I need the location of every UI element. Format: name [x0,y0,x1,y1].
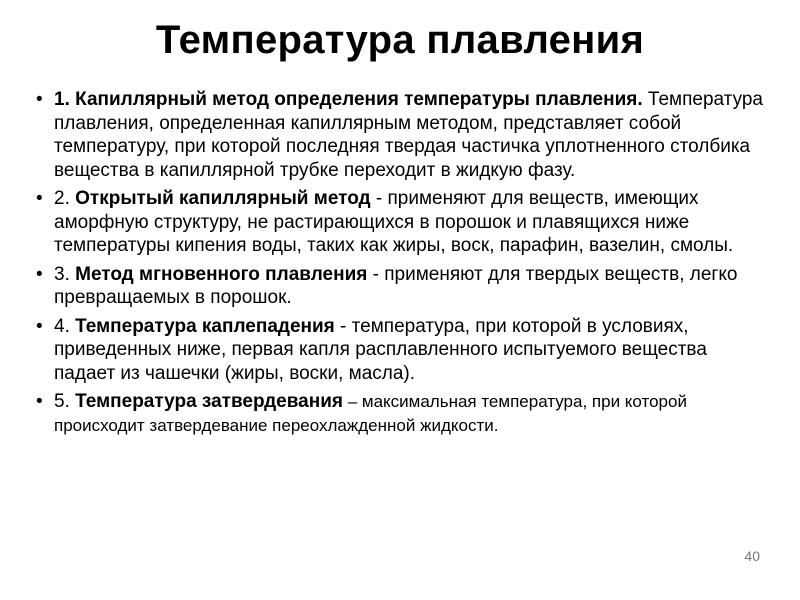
item-text: – максимальная температура, при которой происходит затвердевание переохлажденной жидкости. [54,392,687,435]
list-item [36,88,771,182]
list-item [36,390,771,437]
bullet-marker: • [36,315,43,337]
item-text: Температура плавления, определенная капиллярным методом, представляет собой температуру, при которой последняя твердая частичка уплотненного столбика вещества в капиллярной трубке переходит в жидкую фазу. [54,89,763,181]
item-number: 3. [54,263,76,285]
bullet-marker: • [36,89,43,110]
item-bold-heading: Температура затвердевания [75,391,343,412]
item-bold-heading: 1. Капиллярный метод определения температуры плавления. [54,89,643,110]
list-item [36,187,771,258]
item-text: - температура, при которой в условиях, приведенных ниже, первая капля расплавленного испытуемого вещества падает из чашечки (жиры, воски, масла). [54,315,707,384]
slide-title: Температура плавления [155,18,645,62]
bullet-marker: • [36,188,43,209]
list-item [36,315,771,386]
bullet-marker: • [36,263,43,285]
item-bold-heading: Открытый капиллярный метод [75,188,371,209]
item-text: - применяют для веществ, имеющих аморфную структуру, не растирающихся в порошок и плавящихся ниже температуры кипения воды, таких как жиры, воск, парафин, вазелин, смолы. [54,188,734,256]
item-number: 2. [54,188,76,209]
item-number: 4. [54,315,76,337]
item-text: - применяют для твердых веществ, легко превращаемых в порошок. [54,263,738,308]
list-item [36,263,771,310]
bullet-marker: • [36,391,43,412]
item-bold-heading: Температура каплепадения [75,315,335,337]
item-bold-heading: Метод мгновенного плавления [75,263,368,285]
bullet-list [36,88,771,442]
item-number: 5. [54,391,76,412]
page-number: 40 [744,548,760,564]
